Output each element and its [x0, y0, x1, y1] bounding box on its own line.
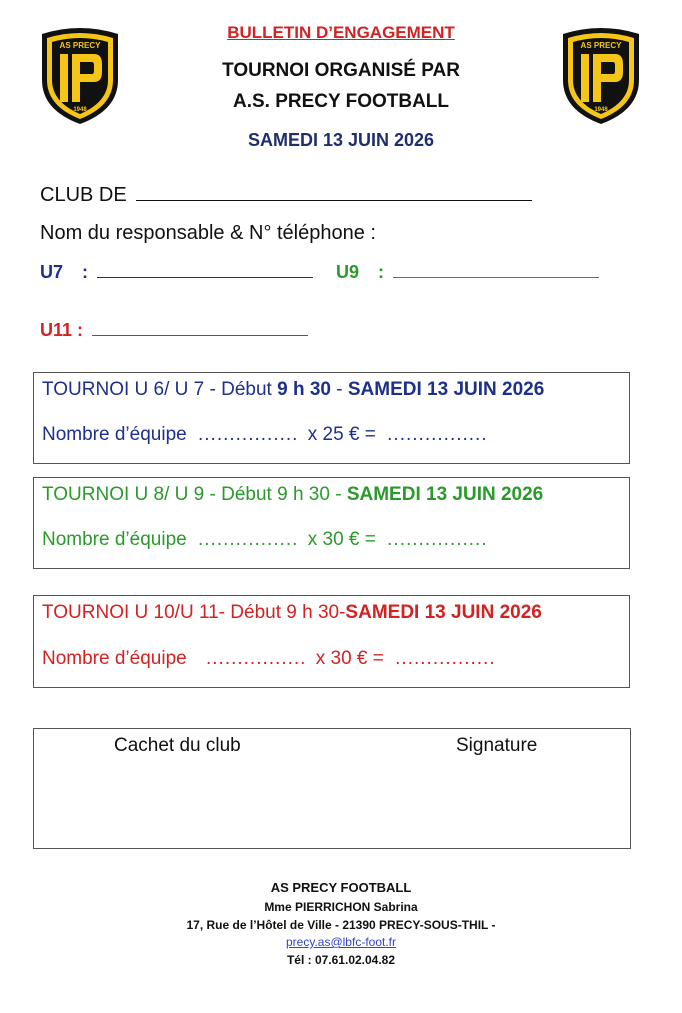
- club-stamp-label: Cachet du club: [114, 735, 241, 756]
- team-total-field[interactable]: ................: [387, 424, 488, 445]
- team-price: x 30 € =: [307, 529, 376, 550]
- tournament-prefix: TOURNOI U 10/U 11- Début 9 h 30-: [42, 602, 346, 623]
- team-count-row: [42, 424, 488, 446]
- logo-name: AS PRECY: [59, 41, 101, 50]
- u7-field: [40, 262, 313, 283]
- u9-blank[interactable]: [393, 277, 599, 278]
- club-field: [40, 184, 532, 207]
- team-count-field[interactable]: ................: [197, 529, 299, 550]
- tournament-box-u6-u7: [33, 372, 630, 464]
- tournament-heading: [42, 379, 544, 401]
- event-date: SAMEDI 13 JUIN 2026: [247, 130, 435, 150]
- logo-year: 1948: [594, 107, 608, 113]
- footer-email-row: [0, 935, 682, 949]
- footer-email-link[interactable]: precy.as@lbfc-foot.fr: [286, 935, 396, 949]
- team-count-field[interactable]: ................: [205, 648, 307, 669]
- u7-label: U7: [40, 262, 64, 282]
- tournament-prefix: TOURNOI U 6/ U 7 - Début: [42, 379, 278, 400]
- team-count-field[interactable]: ................: [197, 424, 299, 445]
- tournament-box-u8-u9: [33, 477, 630, 569]
- u11-field: [40, 320, 308, 341]
- footer-org: AS PRECY FOOTBALL: [270, 880, 412, 895]
- team-count-label: Nombre d’équipe: [42, 648, 187, 669]
- team-price: x 25 € =: [307, 424, 376, 445]
- responsable-label: Nom du responsable & N° téléphone :: [40, 222, 376, 244]
- u7-colon: :: [82, 262, 89, 282]
- u9-colon: :: [378, 262, 385, 282]
- document-title: BULLETIN D’ENGAGEMENT: [227, 23, 455, 42]
- tournament-date: SAMEDI 13 JUIN 2026: [347, 379, 545, 400]
- team-count-label: Nombre d’équipe: [42, 529, 187, 550]
- team-count-label: Nombre d’équipe: [42, 424, 187, 445]
- tournament-time: 9 h 30: [277, 379, 331, 400]
- footer-contact: Mme PIERRICHON Sabrina: [264, 900, 418, 914]
- tournament-sep: -: [330, 379, 348, 400]
- tournament-box-u10-u11: [33, 595, 630, 688]
- signature-label: Signature: [456, 735, 538, 756]
- tournament-heading: [42, 484, 543, 506]
- logo-year: 1948: [73, 107, 87, 113]
- stamp-signature-box[interactable]: [33, 728, 631, 849]
- club-blank[interactable]: [136, 200, 532, 201]
- u11-label: U11 :: [40, 320, 84, 340]
- u7-blank[interactable]: [97, 277, 313, 278]
- tournament-date: SAMEDI 13 JUIN 2026: [345, 602, 542, 623]
- team-count-row: [42, 529, 488, 551]
- tournament-date: SAMEDI 13 JUIN 2026: [346, 484, 544, 505]
- tournament-heading: [42, 602, 542, 624]
- footer-address: 17, Rue de l’Hôtel de Ville - 21390 PRECY-SOUS-THIL -: [186, 918, 496, 932]
- footer-phone: Tél : 07.61.02.04.82: [286, 953, 396, 967]
- team-price: x 30 € =: [315, 648, 384, 669]
- u11-blank[interactable]: [92, 335, 308, 336]
- u9-label: U9: [336, 262, 360, 282]
- team-count-row: [42, 648, 496, 670]
- team-total-field[interactable]: ................: [395, 648, 496, 669]
- club-label: CLUB DE: [40, 184, 127, 206]
- organizer-line-2: A.S. PRECY FOOTBALL: [232, 91, 450, 112]
- u9-field: [336, 262, 599, 283]
- tournament-prefix: TOURNOI U 8/ U 9 - Début 9 h 30: [42, 484, 330, 505]
- logo-name: AS PRECY: [580, 41, 622, 50]
- tournament-sep: -: [329, 484, 347, 505]
- organizer-line-1: TOURNOI ORGANISÉ PAR: [222, 60, 460, 81]
- team-total-field[interactable]: ................: [387, 529, 488, 550]
